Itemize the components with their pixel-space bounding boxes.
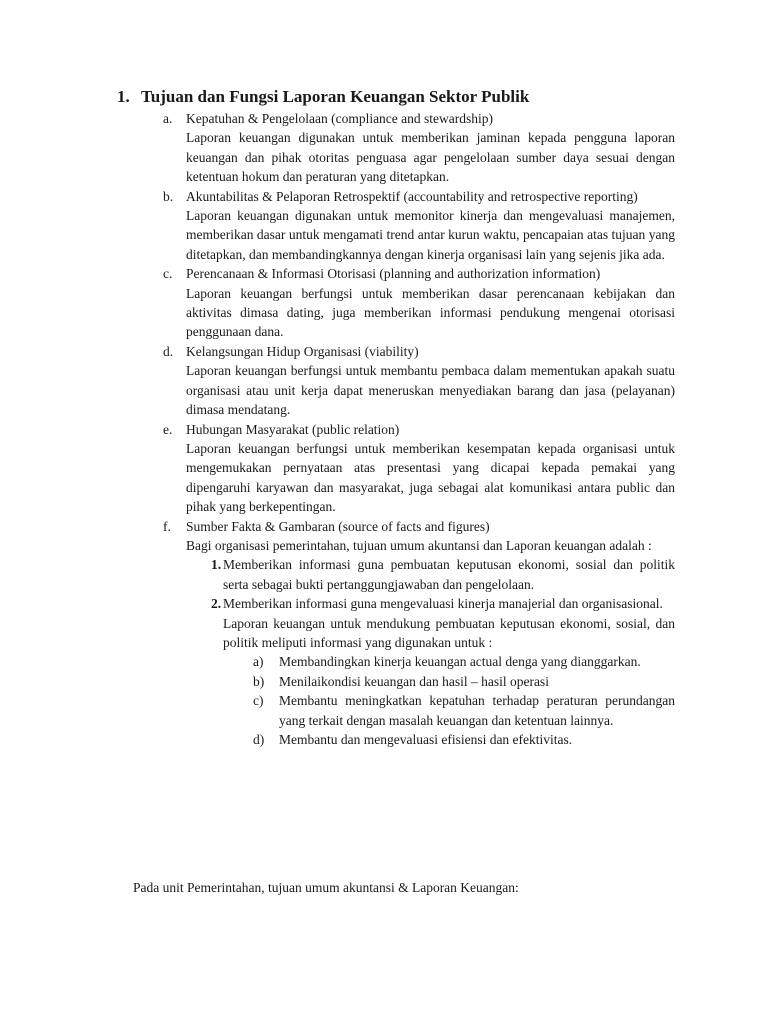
- list-item-a: [0, 109, 768, 187]
- section-number: 1.: [117, 87, 130, 106]
- alpha-item: [253, 652, 675, 671]
- item-marker: b.: [163, 188, 174, 204]
- subitem-text: Memberikan informasi guna mengevaluasi kinerja manajerial dan organisasional.: [223, 596, 663, 612]
- alpha-item: [253, 730, 675, 749]
- alpha-marker: c): [253, 693, 264, 709]
- alpha-marker: a): [253, 654, 264, 670]
- item-title: Kepatuhan & Pengelolaan (compliance and stewardship): [186, 111, 494, 126]
- item-title: Sumber Fakta & Gambaran (source of facts and figures): [186, 518, 490, 534]
- item-body: Bagi organisasi pemerintahan, tujuan umum akuntansi dan Laporan keuangan adalah :: [186, 537, 652, 553]
- subitem-text: Memberikan informasi guna pembuatan keputusan ekonomi, sosial dan politik serta sebagai bukti pertanggungjawaban dan pengelolaan.: [223, 557, 675, 592]
- section-heading: [117, 86, 717, 108]
- list-item-c: [0, 264, 768, 342]
- alpha-list: [0, 652, 768, 749]
- list-item-b: [0, 187, 768, 265]
- item-marker: d.: [163, 343, 174, 359]
- item-body: Laporan keuangan digunakan untuk memonitor kinerja dan mengevaluasi manajemen, memberikan dasar untuk mengamati trend antar kurun waktu, pencapaian atas tujuan yang ditetapkan, dan membandingkannya dengan kinerja organisasi lain yang sejenis jika ada.: [186, 208, 675, 262]
- item-title: Perencanaan & Informasi Otorisasi (planning and authorization information): [186, 266, 601, 282]
- numbered-subitem: [211, 594, 675, 613]
- alpha-marker: b): [253, 673, 265, 689]
- section-title: Tujuan dan Fungsi Laporan Keuangan Sektor Publik: [141, 87, 530, 106]
- item-marker: c.: [163, 266, 173, 282]
- sub-paragraph: Laporan keuangan untuk mendukung pembuatan keputusan ekonomi, sosial, dan politik meliputi informasi yang digunakan untuk :: [223, 615, 675, 650]
- alpha-item: [253, 672, 675, 691]
- item-body: Laporan keuangan berfungsi untuk memberikan kesempatan kepada organisasi untuk mengemukakan pernyataan atas presentasi yang dicapai kepada pemakai yang dipengaruhi karyawan dan masyarakat, juga sebagai alat komunikasi antara public dan pihak yang berkepentingan.: [186, 440, 675, 515]
- item-marker: e.: [163, 421, 173, 437]
- item-body: Laporan keuangan berfungsi untuk membantu pembaca dalam mementukan apakah suatu organisasi atau unit kerja dapat meneruskan menyediakan barang dan jasa (pelayanan) dimasa mendatang.: [186, 363, 675, 418]
- alpha-text: Membantu meningkatkan kepatuhan terhadap peraturan perundangan yang terkait dengan masalah keuangan dan ketentuan lainnya.: [279, 693, 675, 728]
- item-marker: a.: [163, 111, 173, 126]
- subitem-number: 1.: [211, 557, 222, 573]
- alpha-marker: d): [253, 732, 265, 747]
- subitem-number: 2.: [211, 596, 222, 612]
- alpha-text: Membantu dan mengevaluasi efisiensi dan efektivitas.: [279, 732, 573, 747]
- list-item-f: [0, 517, 768, 750]
- item-title: Kelangsungan Hidup Organisasi (viability): [186, 343, 419, 359]
- item-title: Akuntabilitas & Pelaporan Retrospektif (accountability and retrospective reporting): [186, 188, 638, 204]
- alpha-text: Membandingkan kinerja keuangan actual denga yang dianggarkan.: [279, 654, 641, 670]
- purpose-list: [0, 109, 768, 749]
- alpha-item: [253, 691, 675, 730]
- list-item-e: [0, 420, 768, 517]
- item-body: Laporan keuangan digunakan untuk memberikan jaminan kepada pengguna laporan keuangan dan pihak otoritas penguasa agar pengelolaan sumber daya sesuai dengan ketentuan hokum dan peraturan yang ditetapkan.: [186, 130, 675, 185]
- item-marker: f.: [163, 518, 171, 534]
- list-item-d: [0, 342, 768, 420]
- item-title: Hubungan Masyarakat (public relation): [186, 421, 400, 437]
- closing-paragraph: Pada unit Pemerintahan, tujuan umum akuntansi & Laporan Keuangan:: [133, 880, 519, 895]
- numbered-subitem: [211, 555, 675, 594]
- item-body: Laporan keuangan berfungsi untuk memberikan dasar perencanaan kebijakan dan aktivitas dimasa dating, juga memberikan informasi pendukung mengenai otorisasi penggunaan dana.: [186, 285, 675, 340]
- alpha-text: Menilaikondisi keuangan dan hasil – hasil operasi: [279, 673, 549, 689]
